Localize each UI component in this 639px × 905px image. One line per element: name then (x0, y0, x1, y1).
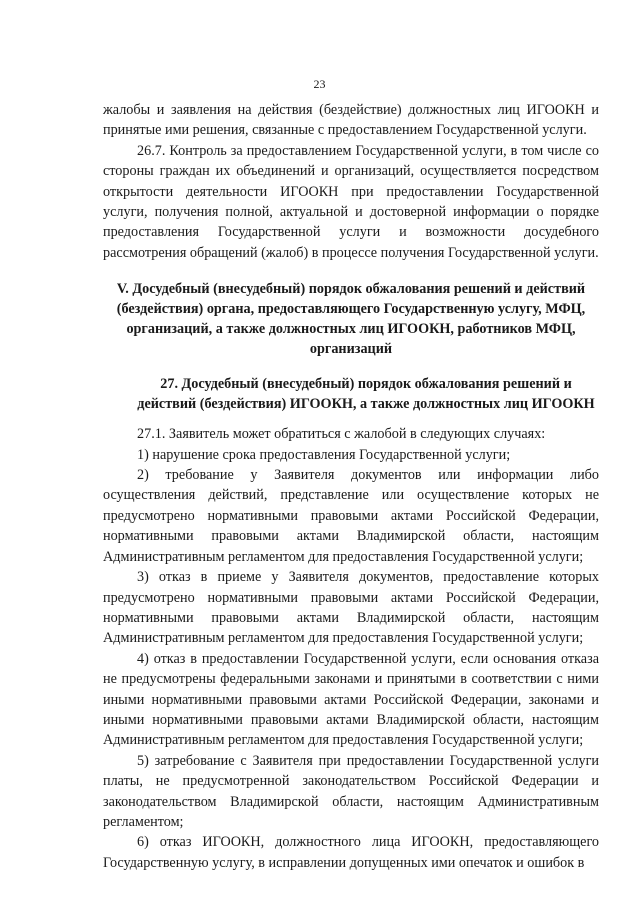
list-item-4: 4) отказ в предоставлении Государственной услуги, если основания отказа не предусмотрены федеральными законами и принятыми в соответствии с ними иными нормативными правовыми актами Российской Федерации, законами и иными нормативными правовыми актами Владимирской области, настоящим Административным регламентом для предоставления Государственной услуги; (103, 650, 599, 749)
list-item-3: 3) отказ в приеме у Заявителя документов, предоставление которых предусмотрено нормативными правовыми актами Российской Федерации, нормативными правовыми актами Владимирской области, настоящим Административным регламентом для предоставления Государственной услуги; (103, 569, 599, 647)
list-item-1: 1) нарушение срока предоставления Государственной услуги; (137, 446, 511, 463)
document-body (103, 100, 599, 873)
list-item-5: 5) затребование с Заявителя при предоставлении Государственной услуги платы, не предусмотренной законодательством Российской Федерации и законодательством Владимирской области, настоящим Административным регламентом; (103, 752, 599, 830)
page-number: 23 (313, 77, 326, 91)
section-27-heading: 27. Досудебный (внесудебный) порядок обжалования решений и действий (бездействия) ИГООКН, а также должностных лиц ИГООКН (137, 376, 595, 413)
paragraph-26-7: 26.7. Контроль за предоставлением Государственной услуги, в том числе со стороны граждан их объединений и организаций, осуществляется посредством открытости деятельности ИГООКН при предоставлении Государственной услуги, получения полной, актуальной и достоверной информации о порядке предоставления Государственной услуги и возможности досудебного рассмотрения обращений (жалоб) в процессе получения Государственной услуги. (103, 142, 599, 261)
paragraph-27-1: 27.1. Заявитель может обратиться с жалобой в следующих случаях: (137, 426, 546, 443)
list-item-6: 6) отказ ИГООКН, должностного лица ИГООКН, предоставляющего Государственную услугу, в исправлении допущенных ими опечаток и ошибок в (103, 834, 599, 871)
section-v-heading: V. Досудебный (внесудебный) порядок обжалования решений и действий (бездействия) органа, предоставляющего Государственную услугу, МФЦ, организаций, а также должностных лиц ИГООКН, работников МФЦ, организаций (116, 281, 586, 358)
paragraph-continuation: жалобы и заявления на действия (бездействие) должностных лиц ИГООКН и принятые ими решения, связанные с предоставлением Государственной услуги. (103, 102, 599, 139)
list-item-2: 2) требование у Заявителя документов или информации либо осуществления действий, представление или осуществление которых не предусмотрено нормативными правовыми актами Российской Федерации, нормативными правовыми актами Владимирской области, настоящим Административным регламентом для предоставления Государственной услуги; (103, 467, 599, 565)
